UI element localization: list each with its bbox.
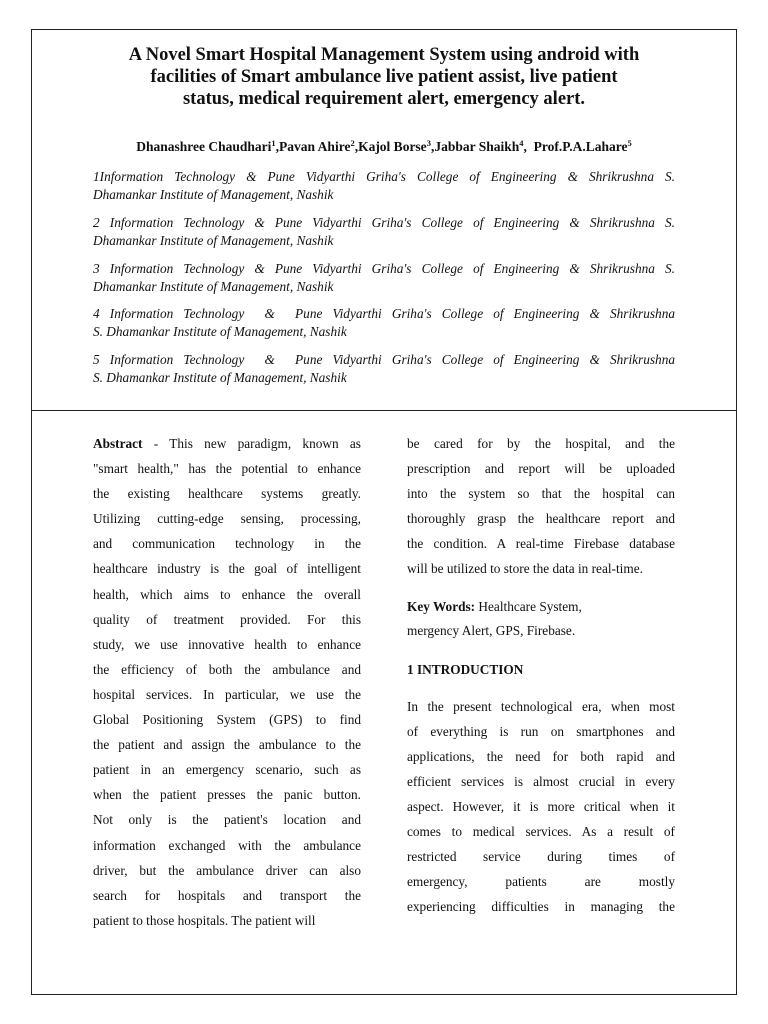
author-sup: 1: [271, 138, 276, 148]
affiliation-5: [93, 351, 675, 387]
abstract-cont-line: will be utilized to store the data in real-time.: [407, 561, 643, 577]
right-column: [407, 431, 675, 919]
affiliation-line: Dhamankar Institute of Management, Nashik: [93, 187, 334, 202]
author-sup: 5: [627, 138, 632, 148]
affiliation-line: S. Dhamankar Institute of Management, Nashik: [93, 324, 347, 339]
author-sep: ,: [354, 139, 359, 154]
keywords-line: [407, 595, 675, 620]
author-sup: 2: [350, 138, 355, 148]
keywords: [407, 595, 675, 644]
affiliation-line: S. Dhamankar Institute of Management, Nashik: [93, 370, 347, 385]
author-list: [60, 138, 708, 156]
intro-line: comes to medical services. As a result of: [407, 824, 675, 840]
author-sup: 3: [426, 138, 431, 148]
abstract-line: the existing healthcare systems greatly.: [93, 486, 361, 502]
spacer: [407, 582, 675, 595]
spacer: [407, 644, 675, 657]
affiliation-2: [93, 214, 675, 250]
affiliation-4: [93, 305, 675, 341]
author-name: Prof.P.A.Lahare: [533, 139, 628, 154]
paper-title: [60, 44, 708, 110]
abstract-line: patient in an emergency scenario, such as: [93, 762, 361, 778]
affiliation-line: 5 Information Technology & Pune Vidyarthi Griha's College of Engineering & Shrikrushna: [93, 352, 675, 367]
author-sup: 4: [519, 138, 524, 148]
affiliation-line: 4 Information Technology & Pune Vidyarthi Griha's College of Engineering & Shrikrushna: [93, 306, 675, 321]
intro-line: aspect. However, it is more critical when it: [407, 798, 675, 814]
abstract-line: patient to those hospitals. The patient will: [93, 912, 316, 928]
abstract-line: the patient and assign the ambulance to the: [93, 737, 361, 753]
author-name: Kajol Borse: [358, 139, 427, 154]
intro-line: efficient services is almost crucial in every: [407, 773, 675, 789]
intro-line: experiencing difficulties in managing the: [407, 899, 675, 915]
abstract-line: driver, but the ambulance driver can also: [93, 862, 361, 878]
intro-line: restricted service during times of: [407, 849, 675, 865]
abstract-label: Abstract: [93, 436, 143, 451]
spacer: [407, 682, 675, 694]
author-sep: ,: [275, 139, 280, 154]
abstract-cont-line: thoroughly grasp the healthcare report and: [407, 511, 675, 527]
section-heading-introduction: 1 INTRODUCTION: [407, 661, 524, 677]
abstract-line: information exchanged with the ambulance: [93, 837, 361, 853]
affiliation-line: 2 Information Technology & Pune Vidyarthi Griha's College of Engineering & Shrikrushna S.: [93, 215, 675, 230]
abstract-line: [93, 431, 361, 456]
abstract-line: Utilizing cutting-edge sensing, processing,: [93, 511, 361, 527]
abstract-line: and communication technology in the: [93, 536, 361, 552]
abstract-line: the efficiency of both the ambulance and: [93, 661, 361, 677]
abstract-line: when the patient presses the panic button.: [93, 787, 361, 803]
author-name: Dhanashree Chaudhari: [136, 139, 272, 154]
abstract-column: [93, 431, 361, 933]
affiliation-1: [93, 168, 675, 204]
keywords-label: Key Words:: [407, 598, 476, 614]
intro-line: In the present technological era, when most: [407, 698, 675, 714]
author-sep: ,: [523, 139, 534, 154]
affiliation-line: 1Information Technology & Pune Vidyarthi Griha's College of Engineering & Shrikrushna S.: [93, 169, 675, 184]
abstract-cont-line: the condition. A real-time Firebase database: [407, 536, 675, 552]
keywords-line: mergency Alert, GPS, Firebase.: [407, 623, 576, 639]
abstract-line: Not only is the patient's location and: [93, 812, 361, 828]
intro-line: of everything is run on smartphones and: [407, 723, 675, 739]
intro-line: applications, the need for both rapid and: [407, 748, 675, 764]
affiliation-line: Dhamankar Institute of Management, Nashik: [93, 233, 334, 248]
header-divider: [31, 410, 737, 411]
abstract-line: quality of treatment provided. For this: [93, 611, 361, 627]
abstract-text: - This new paradigm, known as: [142, 436, 361, 451]
affiliation-3: [93, 260, 675, 296]
intro-line: emergency, patients are mostly: [407, 874, 675, 890]
abstract-line: search for hospitals and transport the: [93, 887, 361, 903]
title-line: A Novel Smart Hospital Management System using android with: [128, 45, 640, 65]
keywords-text: Healthcare System,: [475, 598, 582, 614]
abstract-line: hospital services. In particular, we use the: [93, 686, 361, 702]
abstract-cont-line: prescription and report will be uploaded: [407, 461, 675, 477]
abstract-cont-line: into the system so that the hospital can: [407, 486, 675, 502]
author-name: Jabbar Shaikh: [434, 139, 520, 154]
abstract-cont-line: be cared for by the hospital, and the: [407, 436, 675, 451]
abstract-line: healthcare industry is the goal of intelligent: [93, 561, 361, 577]
abstract-line: Global Positioning System (GPS) to find: [93, 712, 361, 728]
author-sep: ,: [430, 139, 435, 154]
author-name: Pavan Ahire: [279, 139, 351, 154]
abstract-line: study, we use innovative health to enhance: [93, 636, 361, 652]
affiliation-line: 3 Information Technology & Pune Vidyarthi Griha's College of Engineering & Shrikrushna S.: [93, 261, 675, 276]
title-line: status, medical requirement alert, emergency alert.: [182, 89, 586, 109]
affiliation-line: Dhamankar Institute of Management, Nashik: [93, 279, 334, 294]
title-line: facilities of Smart ambulance live patient assist, live patient: [150, 67, 618, 87]
abstract-line: health, which aims to enhance the overall: [93, 586, 361, 602]
abstract-line: "smart health," has the potential to enhance: [93, 461, 361, 477]
